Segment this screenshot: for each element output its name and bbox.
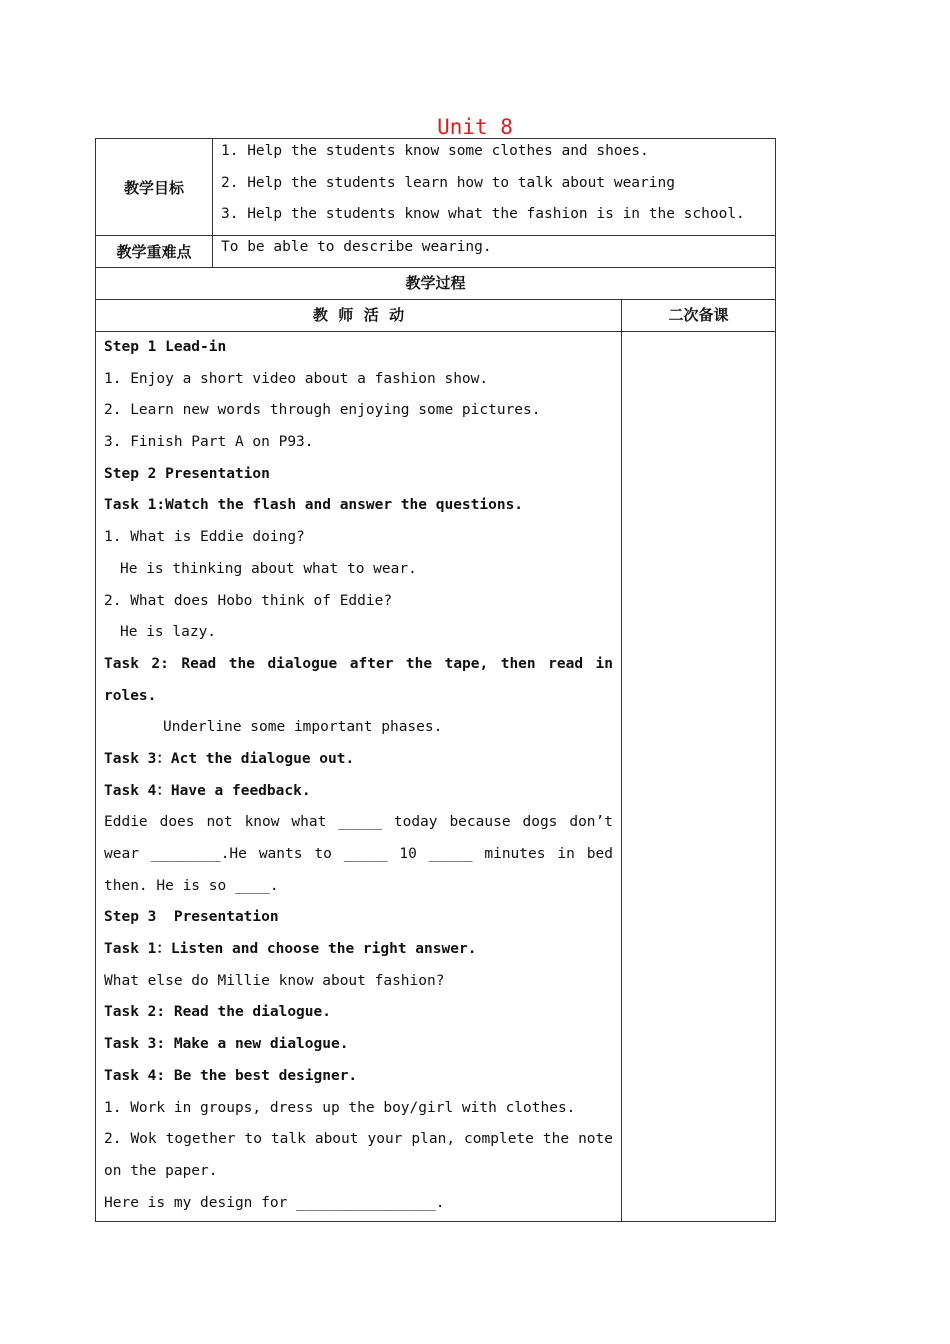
objective-item: 1. Help the students know some clothes and shoes. xyxy=(221,143,649,159)
task-heading: Task 2: Read the dialogue. xyxy=(104,1004,331,1021)
objective-item: 3. Help the students know what the fashion is in the school. xyxy=(221,206,745,222)
second-prep-header: 二次备课 xyxy=(622,300,776,332)
teacher-activity-content xyxy=(96,332,622,1222)
task-heading: Task 2: Read the dialogue after the tape, then read in xyxy=(104,655,613,672)
objectives-row xyxy=(96,139,776,236)
content-line: 3. Finish Part A on P93. xyxy=(104,434,314,451)
step-heading: Step 2 Presentation xyxy=(104,465,270,482)
process-header: 教学过程 xyxy=(96,268,776,300)
content-line: wear ________.He wants to _____ 10 _____ minutes in bed xyxy=(104,846,613,862)
key-points-cell xyxy=(213,236,776,268)
content-line: on the paper. xyxy=(104,1162,218,1179)
second-prep-content xyxy=(622,332,776,1222)
task-heading: Task 1:Watch the flash and answer the questions. xyxy=(104,497,524,514)
content-line: Here is my design for ________________. xyxy=(104,1194,445,1211)
lesson-plan-table xyxy=(95,138,776,1222)
step-heading: Step 3 Presentation xyxy=(104,909,279,926)
content-line: He is lazy. xyxy=(120,624,217,641)
task-heading: roles. xyxy=(104,687,157,704)
content-line: 1. What is Eddie doing? xyxy=(104,529,305,546)
content-line: 1. Enjoy a short video about a fashion show. xyxy=(104,370,489,387)
content-line: Underline some important phases. xyxy=(163,719,443,736)
content-line: Eddie does not know what _____ today because dogs don’t xyxy=(104,814,613,831)
page-title: Unit 8 xyxy=(437,115,513,139)
key-points-row xyxy=(96,236,776,268)
key-points-text: To be able to describe wearing. xyxy=(221,239,492,255)
step-heading: Step 1 Lead-in xyxy=(104,339,227,355)
content-line: 1. Work in groups, dress up the boy/girl with clothes. xyxy=(104,1099,576,1116)
task-heading: Task 4: Be the best designer. xyxy=(104,1067,358,1084)
content-line: He is thinking about what to wear. xyxy=(120,560,417,577)
content-line: 2. What does Hobo think of Eddie? xyxy=(104,592,393,609)
task-heading: Task 3：Act the dialogue out. xyxy=(104,750,355,767)
content-row xyxy=(96,332,776,1222)
task-heading: Task 1：Listen and choose the right answer. xyxy=(104,941,477,958)
column-header-row xyxy=(96,300,776,332)
content-line: then. He is so ____. xyxy=(104,877,279,894)
content-line: 2. Learn new words through enjoying some pictures. xyxy=(104,402,541,419)
key-points-label: 教学重难点 xyxy=(96,236,213,268)
content-line: What else do Millie know about fashion? xyxy=(104,972,445,989)
content-line: 2. Wok together to talk about your plan, complete the note xyxy=(104,1131,613,1148)
teacher-activity-header: 教 师 活 动 xyxy=(96,300,622,332)
objective-item: 2. Help the students learn how to talk about wearing xyxy=(221,174,675,191)
objectives-cell xyxy=(213,139,776,236)
process-header-row xyxy=(96,268,776,300)
objectives-label: 教学目标 xyxy=(96,139,213,236)
task-heading: Task 3: Make a new dialogue. xyxy=(104,1036,349,1053)
task-heading: Task 4：Have a feedback. xyxy=(104,782,311,799)
